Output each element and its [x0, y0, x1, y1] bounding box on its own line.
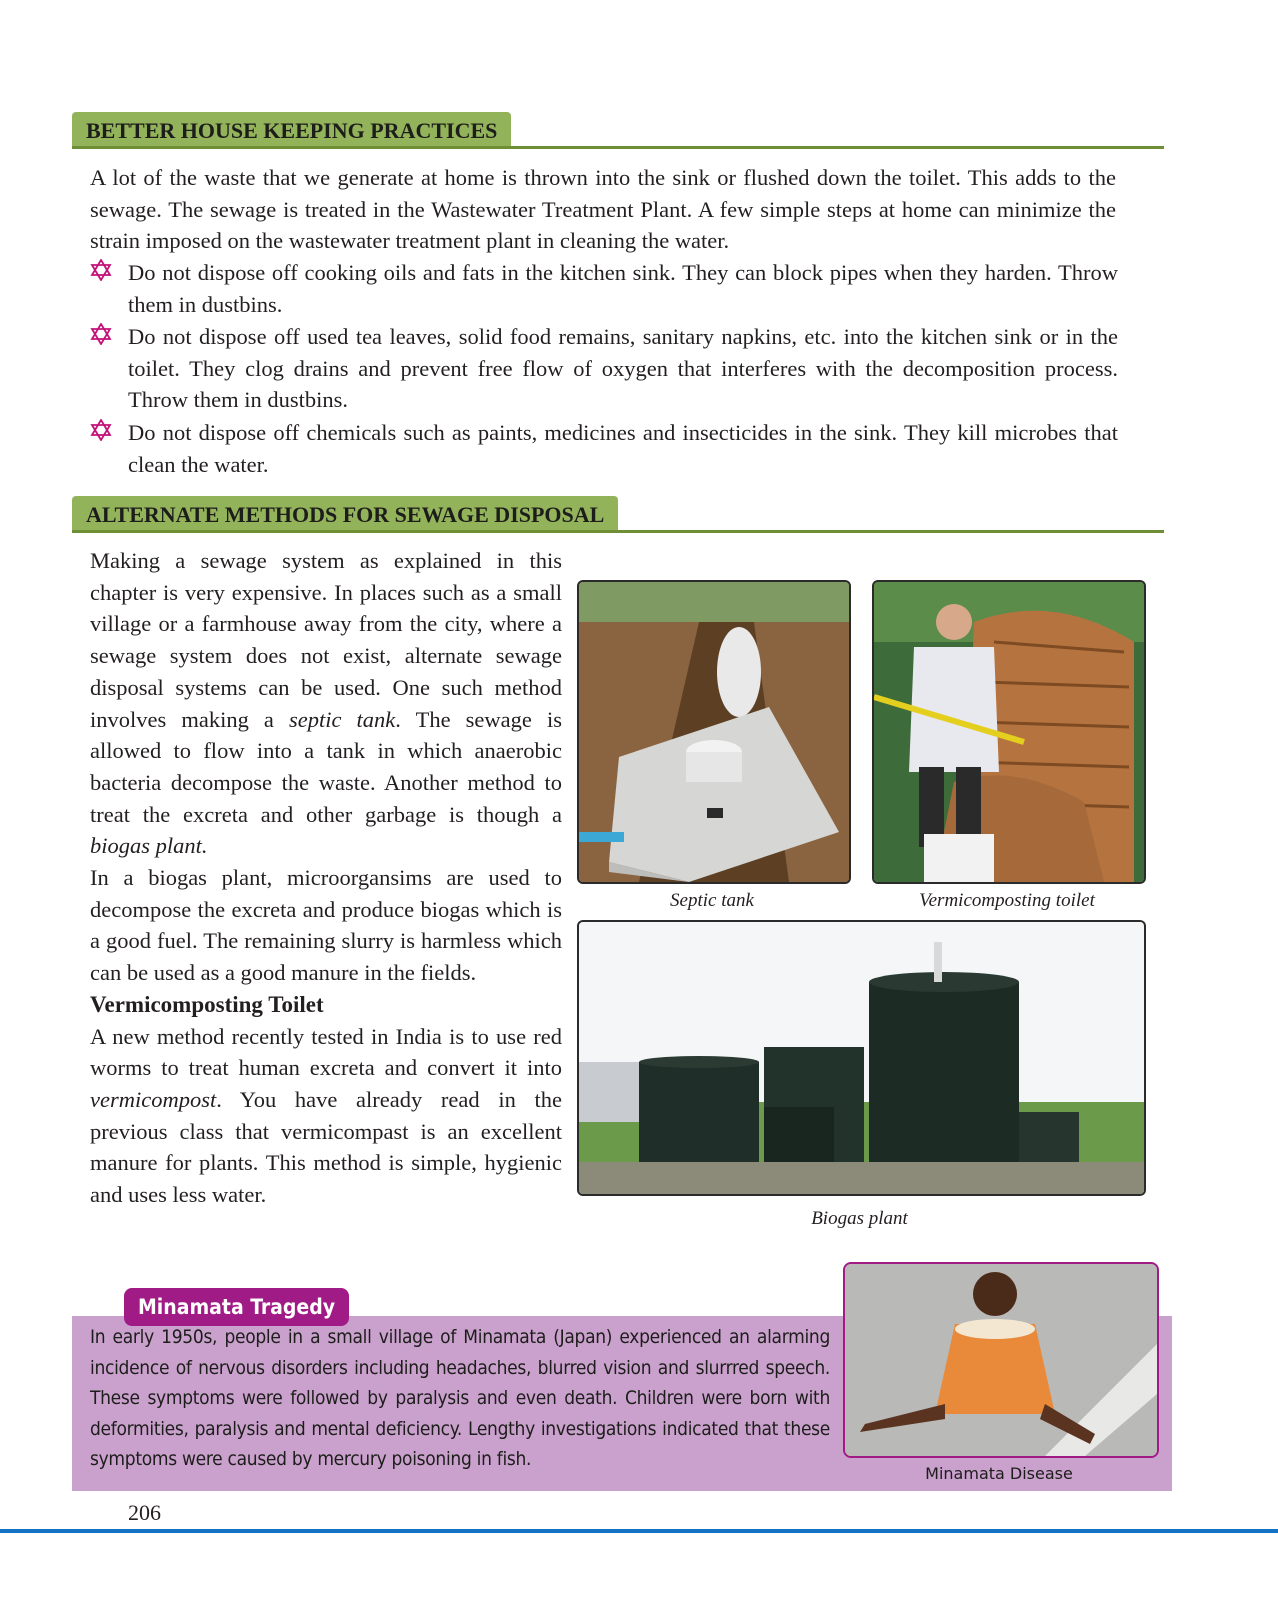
section-rule [72, 530, 1164, 533]
vermicomposting-toilet-caption: Vermicomposting toilet [919, 890, 1095, 911]
section-title: BETTER HOUSE KEEPING PRACTICES [72, 112, 511, 146]
paragraph-vermicomposting: A new method recently tested in India is to use red worms to treat human excreta and convert it into vermicompost. You have already read in the previous class that vermicompast is an excellent manure for plants. This method is simple, hygienic and uses less water. [90, 1023, 562, 1208]
page-number: 206 [128, 1500, 161, 1525]
subheading-vermicomposting: Vermicomposting Toilet [90, 991, 324, 1017]
star-bullet-icon [90, 419, 112, 441]
term-biogas-plant: biogas plant. [90, 833, 208, 859]
minamata-disease-photo [843, 1262, 1159, 1458]
paragraph-septic: Making a sewage system as explained in this chapter is very expensive. In places such as a small village or a farmhouse away from the city, where a sewage system does not exist, alternate sewage disposal systems can be used. One such method involves making a septic tank. The sewage is allowed to flow into a tank in which anaerobic bacteria decompose the waste. Another method to treat the excreta and other garbage is though a biogas plant. [90, 548, 562, 859]
term-vermicompost: vermicompost [90, 1086, 217, 1112]
minamata-disease-caption: Minamata Disease [925, 1464, 1073, 1483]
septic-tank-illustration [579, 582, 849, 882]
bullet-text: Do not dispose off chemicals such as paints, medicines and insecticides in the sink. They kill microbes that clean the water. [128, 420, 1118, 477]
septic-tank-photo [577, 580, 851, 884]
vermicomposting-toilet-photo [872, 580, 1146, 884]
paragraph-biogas: In a biogas plant, microorgansims are used to decompose the excreta and produce biogas which is a good fuel. The remaining slurry is harmless which can be used as a good manure in the fields. [90, 865, 562, 986]
bottom-rule [0, 1529, 1278, 1533]
bullet-text: Do not dispose off cooking oils and fats in the kitchen sink. They can block pipes when they harden. Throw them in dustbins. [128, 260, 1118, 317]
vermicomposting-illustration [874, 582, 1144, 882]
biogas-illustration [579, 922, 1144, 1194]
list-item [90, 321, 1118, 417]
biogas-plant-caption: Biogas plant [811, 1208, 908, 1229]
section-title: ALTERNATE METHODS FOR SEWAGE DISPOSAL [72, 496, 618, 530]
star-bullet-icon [90, 259, 112, 281]
term-septic-tank: septic tank [288, 706, 396, 732]
star-bullet-icon [90, 323, 112, 345]
section-rule [72, 146, 1164, 149]
list-item [90, 257, 1118, 321]
left-text-column [90, 545, 562, 1211]
minamata-box-text: In early 1950s, people in a small village of Minamata (Japan) experienced an alarming incidence of nervous disorders including headaches, blurred vision and slurrred speech. These symptoms were followed by paralysis and even death. Children were born with deformities, paralysis and mental deficiency. Lengthy investigations indicated that these symptoms were caused by mercury poisoning in fish. [90, 1326, 830, 1470]
intro-paragraph: A lot of the waste that we generate at home is thrown into the sink or flushed down the toilet. This adds to the sewage. The sewage is treated in the Wastewater Treatment Plant. A few simple steps at home can minimize the strain imposed on the wastewater treatment plant in cleaning the water. [90, 165, 1116, 253]
list-item [90, 417, 1118, 481]
biogas-plant-photo [577, 920, 1146, 1196]
minamata-illustration [845, 1264, 1157, 1456]
septic-tank-caption: Septic tank [670, 890, 754, 911]
minamata-box-title: Minamata Tragedy [124, 1288, 349, 1326]
bullet-text: Do not dispose off used tea leaves, solid food remains, sanitary napkins, etc. into the kitchen sink or in the toilet. They clog drains and prevent free flow of oxygen that interferes with the decomposition process. Throw them in dustbins. [128, 324, 1118, 412]
